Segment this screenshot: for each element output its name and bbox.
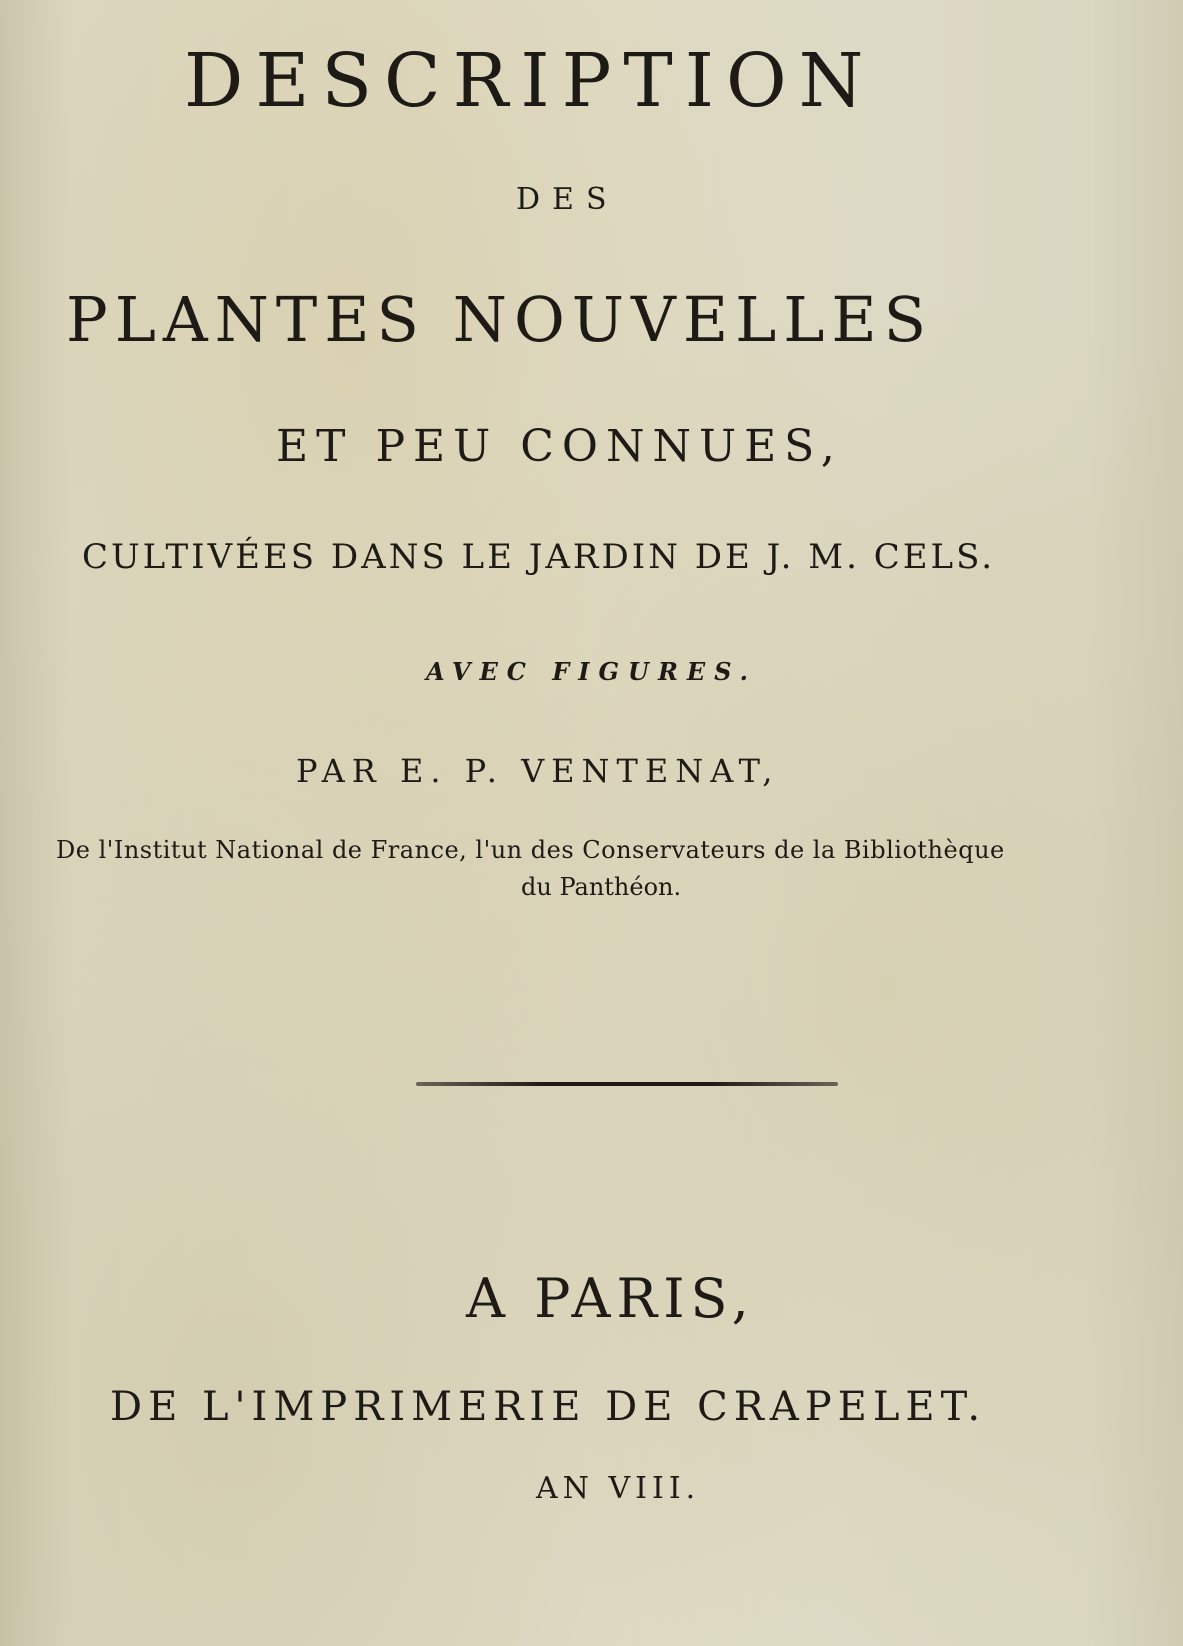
decorative-rule bbox=[416, 1082, 838, 1086]
book-title-plantes-nouvelles: PLANTES NOUVELLES bbox=[66, 283, 934, 356]
imprint-printer: DE L'IMPRIMERIE DE CRAPELET. bbox=[110, 1384, 987, 1430]
author-affiliation-line-1: De l'Institut National de France, l'un des Conservateurs de la Bibliothèque bbox=[56, 836, 1005, 864]
imprint-date: AN VIII. bbox=[536, 1471, 701, 1506]
imprint-city: A PARIS, bbox=[466, 1267, 755, 1330]
author-line: PAR E. P. VENTENAT, bbox=[296, 752, 780, 790]
book-title-peu-connues: ET PEU CONNUES, bbox=[276, 421, 843, 472]
book-title-description: DESCRIPTION bbox=[184, 38, 876, 124]
book-subtitle-avec-figures: AVEC FIGURES. bbox=[426, 657, 758, 686]
book-title-des: DES bbox=[516, 182, 619, 217]
book-subtitle-cultivees: CULTIVÉES DANS LE JARDIN DE J. M. CELS. bbox=[82, 537, 995, 577]
author-affiliation-line-2: du Panthéon. bbox=[521, 873, 682, 901]
